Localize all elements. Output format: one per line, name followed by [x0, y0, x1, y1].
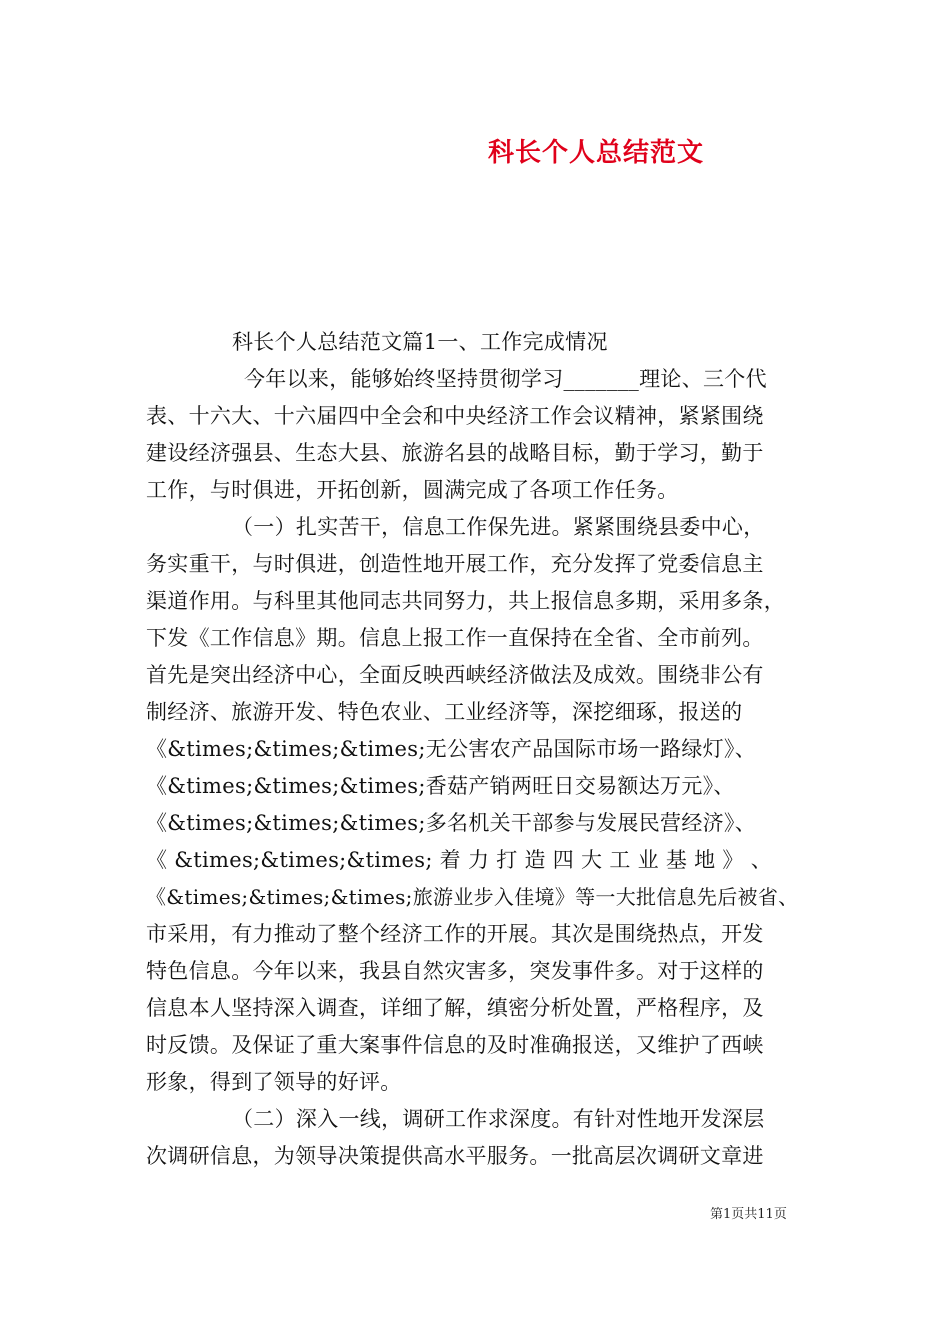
paragraph-line: 工作，与时俱进，开拓创新，圆满完成了各项工作任务。 — [146, 478, 679, 502]
paragraph-line: 今年以来，能够始终坚持贯彻学习_______理论、三个代 — [244, 367, 767, 391]
paragraph-line: 下发《工作信息》期。信息上报工作一直保持在全省、全市前列。 — [146, 626, 764, 650]
paragraph-line: （二）深入一线，调研工作求深度。有针对性地开发深层 — [232, 1107, 765, 1131]
paragraph-line: 次调研信息，为领导决策提供高水平服务。一批高层次调研文章进 — [146, 1144, 764, 1168]
paragraph-line: 市采用，有力推动了整个经济工作的开展。其次是围绕热点，开发 — [146, 922, 764, 946]
paragraph-line: 建设经济强县、生态大县、旅游名县的战略目标，勤于学习，勤于 — [146, 441, 764, 465]
paragraph-line: 《&times;&times;&times;无公害农产品国际市场一路绿灯》、 — [146, 737, 757, 761]
paragraph-line: 务实重干，与时俱进，创造性地开展工作，充分发挥了党委信息主 — [146, 552, 764, 576]
paragraph-line: 制经济、旅游开发、特色农业、工业经济等，深挖细琢，报送的 — [146, 700, 743, 724]
paragraph-line: 《&times;&times;&times;旅游业步入佳境》等一大批信息先后被省、 — [146, 885, 799, 909]
paragraph-line: 形象，得到了领导的好评。 — [146, 1070, 402, 1094]
paragraph-line: 表、十六大、十六届四中全会和中央经济工作会议精神，紧紧围绕 — [146, 404, 764, 428]
paragraph-line: 特色信息。今年以来，我县自然灾害多，突发事件多。对于这样的 — [146, 959, 764, 983]
paragraph-line: （一）扎实苦干，信息工作保先进。紧紧围绕县委中心， — [232, 515, 765, 539]
paragraph-line: 《&times;&times;&times;香菇产销两旺日交易额达万元》、 — [146, 774, 735, 798]
paragraph-line: 信息本人坚持深入调查，详细了解，缜密分析处置，严格程序，及 — [146, 996, 764, 1020]
paragraph-line: 渠道作用。与科里其他同志共同努力，共上报信息多期，采用多条， — [146, 589, 785, 613]
section-heading: 科长个人总结范文篇1一、工作完成情况 — [232, 330, 608, 354]
paragraph-line: 首先是突出经济中心，全面反映西峡经济做法及成效。围绕非公有 — [146, 663, 764, 687]
paragraph-line: 《 &times;&times;&times; 着 力 打 造 四 大 工 业 基 地 》 、 — [146, 848, 772, 872]
page-number-footer: 第1页共11页 — [710, 1207, 787, 1222]
paragraph-line: 时反馈。及保证了重大案事件信息的及时准确报送，又维护了西峡 — [146, 1033, 764, 1057]
document-title: 科长个人总结范文 — [488, 138, 705, 168]
paragraph-line: 《&times;&times;&times;多名机关干部参与发展民营经济》、 — [146, 811, 757, 835]
